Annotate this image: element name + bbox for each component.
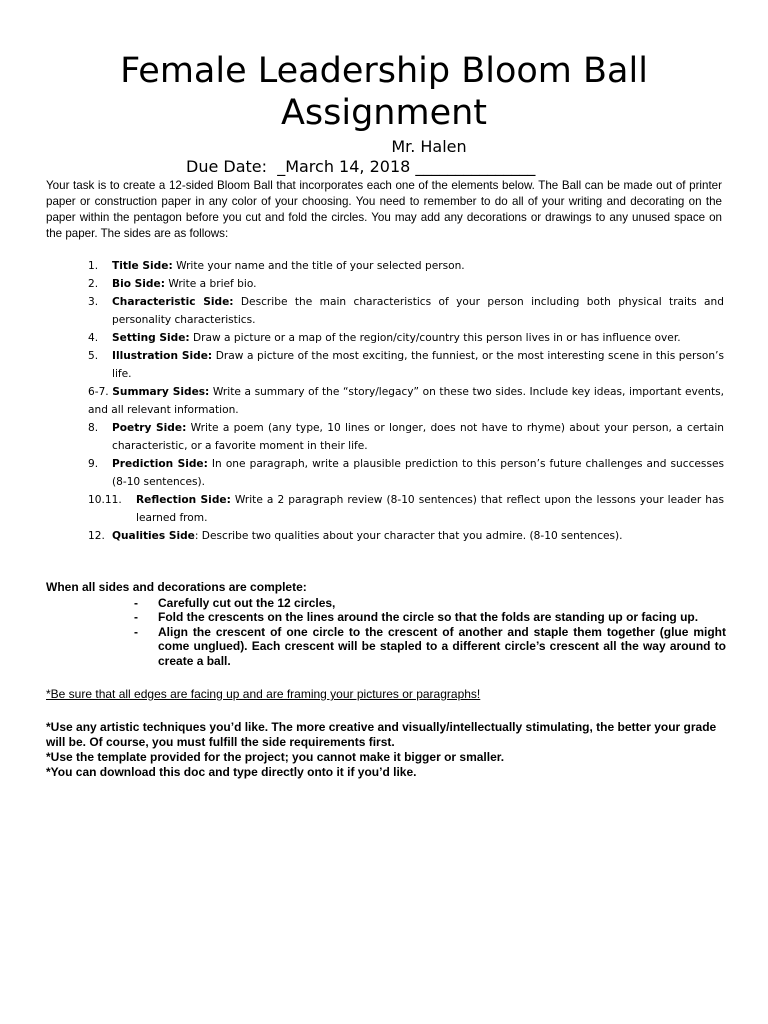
side-label: Summary Sides: bbox=[112, 386, 210, 398]
side-text: Describe the main characteristics of your person including both physical traits and personality characteristics. bbox=[112, 296, 724, 326]
side-item-setting bbox=[88, 329, 724, 347]
step-item bbox=[134, 610, 726, 625]
side-label: Prediction Side: bbox=[112, 458, 208, 470]
side-label: Illustration Side: bbox=[112, 350, 213, 362]
side-item-illustration bbox=[88, 347, 724, 383]
step-item bbox=[134, 625, 726, 669]
dash-bullet: - bbox=[134, 610, 138, 624]
step-text: Align the crescent of one circle to the crescent of another and staple them together (glue might come unglued). Each crescent will be stapled to a different circle’s crescent all the way around to create a ball. bbox=[158, 624, 726, 668]
side-item-qualities bbox=[88, 527, 724, 545]
side-text: Write a 2 paragraph review (8-10 sentences) that reflect upon the lessons your leader has learned from. bbox=[136, 494, 724, 524]
edges-note: *Be sure that all edges are facing up and are framing your pictures or paragraphs! bbox=[46, 687, 481, 701]
title-line-1: Female Leadership Bloom Ball bbox=[120, 51, 648, 91]
side-number: 4. bbox=[88, 332, 99, 344]
side-number: 9. bbox=[88, 458, 99, 470]
side-label: Characteristic Side: bbox=[112, 296, 234, 308]
side-number: 8. bbox=[88, 422, 99, 434]
side-number: 12. bbox=[88, 530, 105, 542]
completion-heading: When all sides and decorations are complete: bbox=[46, 580, 307, 594]
step-item bbox=[134, 596, 726, 611]
side-label: Qualities Side bbox=[112, 530, 195, 542]
side-number: 10.11. bbox=[88, 494, 122, 506]
side-text: Write your name and the title of your selected person. bbox=[172, 260, 465, 272]
title-line-2: Assignment bbox=[280, 93, 488, 133]
tips-section bbox=[46, 720, 726, 780]
step-text: Carefully cut out the 12 circles, bbox=[158, 595, 336, 610]
side-item-poetry bbox=[88, 419, 724, 455]
completion-instructions bbox=[46, 580, 726, 668]
tip-template: *Use the template provided for the project; you cannot make it bigger or smaller. bbox=[46, 750, 505, 764]
side-item-prediction bbox=[88, 455, 724, 491]
side-item-bio bbox=[88, 275, 724, 293]
side-item-title bbox=[88, 257, 724, 275]
side-label: Setting Side: bbox=[112, 332, 190, 344]
side-text: Write a summary of the “story/legacy” on these two sides. Include key ideas, important events, and all relevant information. bbox=[88, 386, 725, 416]
tip-artistic: *Use any artistic techniques you’d like. The more creative and visually/intellectually stimulating, the better your grade will be. Of course, you must fulfill the side requirements first. bbox=[46, 720, 717, 749]
side-text: In one paragraph, write a plausible prediction to this person’s future challenges and successes (8-10 sentences). bbox=[112, 458, 724, 488]
dash-bullet: - bbox=[134, 595, 138, 610]
side-label: Reflection Side: bbox=[136, 494, 231, 506]
side-label: Title Side: bbox=[112, 260, 173, 272]
side-number: 6-7. bbox=[88, 386, 109, 398]
side-item-reflection bbox=[88, 491, 724, 527]
side-label: Bio Side: bbox=[112, 278, 165, 290]
side-number: 2. bbox=[88, 278, 99, 290]
page-title bbox=[0, 50, 768, 134]
side-text: Draw a picture of the most exciting, the funniest, or the most interesting scene in this person’s life. bbox=[112, 350, 724, 380]
step-text: Fold the crescents on the lines around the circle so that the folds are standing up or facing up. bbox=[158, 610, 699, 624]
side-number: 3. bbox=[88, 296, 99, 308]
side-item-summary bbox=[88, 383, 724, 419]
side-text: : Describe two qualities about your character that you admire. (8-10 sentences). bbox=[194, 530, 623, 542]
side-text: Write a brief bio. bbox=[164, 278, 257, 290]
side-text: Write a poem (any type, 10 lines or longer, does not have to rhyme) about your person, a certain characteristic, or a favorite moment in their life. bbox=[112, 422, 724, 452]
dash-bullet: - bbox=[134, 624, 138, 639]
side-number: 5. bbox=[88, 350, 99, 362]
intro-paragraph: Your task is to create a 12-sided Bloom Ball that incorporates each one of the elements below. The Ball can be made out of printer paper or construction paper in any color of your choosing. You need to remember to do all of your writing and decorating on the paper within the pentagon before you cut and fold the circles. You may add any decorations or drawings to any unused space on the paper. The sides are as follows: bbox=[46, 179, 722, 240]
side-item-characteristic bbox=[88, 293, 724, 329]
side-label: Poetry Side: bbox=[112, 422, 187, 434]
completion-steps bbox=[134, 596, 726, 669]
due-date: Due Date: _March 14, 2018 _______________ bbox=[186, 157, 536, 176]
side-text: Draw a picture or a map of the region/city/country this person lives in or has influence over. bbox=[189, 332, 681, 344]
sides-list bbox=[88, 257, 724, 545]
teacher-name: Mr. Halen bbox=[391, 137, 467, 156]
side-number: 1. bbox=[88, 260, 99, 272]
tip-download: *You can download this doc and type directly onto it if you’d like. bbox=[46, 765, 417, 779]
